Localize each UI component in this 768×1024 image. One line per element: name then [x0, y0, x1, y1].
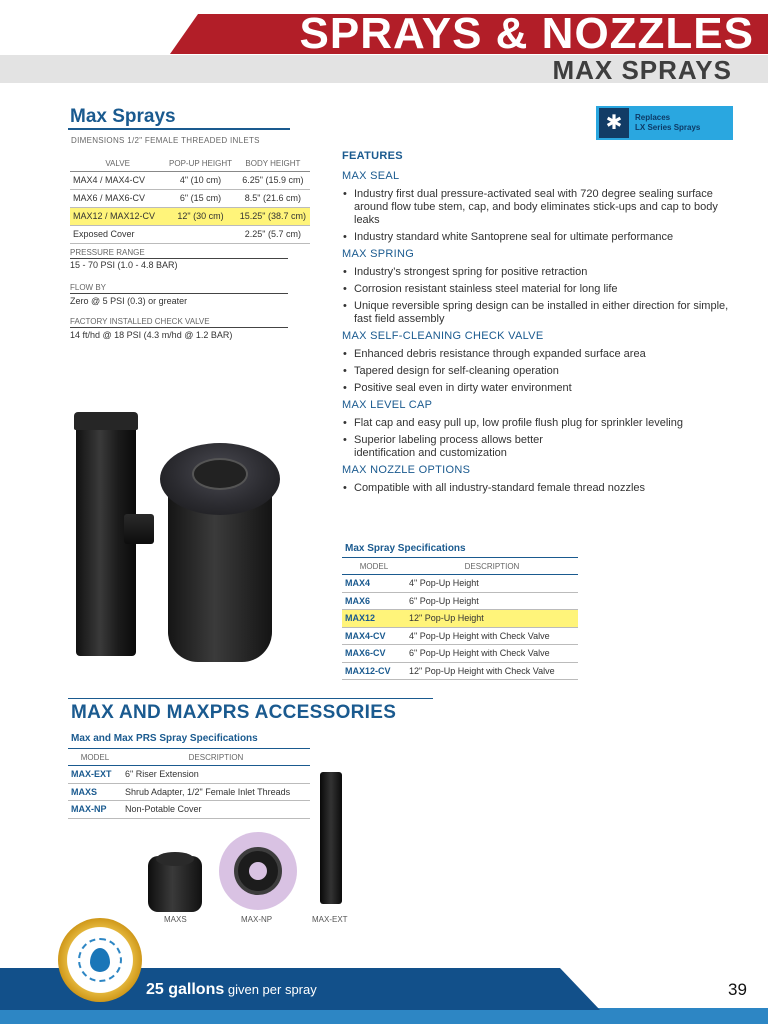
cell: 6" Pop-Up Height with Check Valve: [406, 645, 578, 663]
col-description: DESCRIPTION: [122, 749, 310, 766]
table-row-highlighted: [70, 207, 310, 225]
cell: MAX-NP: [68, 801, 122, 819]
accessories-subtitle: Max and Max PRS Spray Specifications: [71, 733, 258, 744]
cell: Non-Potable Cover: [122, 801, 310, 819]
water-drop-icon: [90, 948, 110, 972]
cell: 6" Pop-Up Height: [406, 592, 578, 610]
max-spray-side-inlet: [124, 514, 154, 544]
cell: MAXS: [68, 783, 122, 801]
footer-light-band: [0, 1008, 768, 1024]
col-valve: VALVE: [105, 159, 130, 169]
cell: 12" Pop-Up Height: [406, 610, 578, 628]
replaces-badge: [596, 106, 733, 140]
list-item: • Unique reversible spring design can be installed in either direction for simple, fast field assembly: [342, 300, 732, 326]
table-row: [342, 592, 578, 610]
col-model: MODEL: [342, 558, 406, 575]
cell: 4" (10 cm): [165, 171, 236, 189]
section-rule: [68, 128, 290, 130]
snowflake-icon: ✱: [599, 108, 629, 138]
header-title: SPRAYS & NOZZLES: [299, 9, 754, 58]
max-spray-tall-cap: [74, 412, 138, 430]
table-row: [342, 627, 578, 645]
table-row-highlighted: [342, 610, 578, 628]
cell: MAX4-CV: [342, 627, 406, 645]
list-item: • Industry’s strongest spring for positive retraction: [342, 266, 732, 279]
table-row: [70, 225, 310, 243]
pressure-value: 15 - 70 PSI (1.0 - 4.8 BAR): [70, 260, 178, 270]
table-row: [70, 189, 310, 207]
cell: MAX12 / MAX12-CV: [70, 207, 165, 225]
cell: MAX4: [342, 575, 406, 593]
cell: 12" Pop-Up Height with Check Valve: [406, 662, 578, 680]
cell: Exposed Cover: [70, 225, 165, 243]
section-title: Max Sprays: [70, 106, 176, 127]
list-item: • Flat cap and easy pull up, low profile flush plug for sprinkler leveling: [342, 417, 732, 430]
cell: 8.5" (21.6 cm): [236, 189, 310, 207]
cell: 2.25" (5.7 cm): [236, 225, 310, 243]
table-row: [68, 783, 310, 801]
cell: 6" (15 cm): [165, 189, 236, 207]
cell: MAX4 / MAX4-CV: [70, 171, 165, 189]
cell: 4" Pop-Up Height: [406, 575, 578, 593]
max-ext-image: [320, 772, 342, 904]
list-item: • Superior labeling process allows better identification and customization: [342, 434, 592, 460]
list-item: • Corrosion resistant stainless steel material for long life: [342, 283, 732, 296]
maxs-label: MAXS: [164, 915, 187, 924]
accessories-table: [68, 748, 310, 819]
cell: 4" Pop-Up Height with Check Valve: [406, 627, 578, 645]
spring-heading: MAX SPRING: [342, 248, 415, 260]
max-spray-cap-center: [192, 458, 248, 490]
flow-by: [70, 283, 288, 306]
pressure-range: [70, 248, 288, 270]
pressure-label: PRESSURE RANGE: [70, 248, 288, 259]
col-description: DESCRIPTION: [406, 558, 578, 575]
page-number: 39: [728, 980, 747, 999]
cell: MAX6 / MAX6-CV: [70, 189, 165, 207]
cell: 12" (30 cm): [165, 207, 236, 225]
cell: MAX6: [342, 592, 406, 610]
list-item: • Tapered design for self-cleaning operation: [342, 365, 732, 378]
list-item: • Industry standard white Santoprene seal for ultimate performance: [342, 231, 732, 244]
col-body: BODY HEIGHT: [245, 159, 301, 169]
cell: MAX12: [342, 610, 406, 628]
accessories-rule: [68, 698, 433, 699]
valve-heading: MAX SELF-CLEANING CHECK VALVE: [342, 330, 544, 342]
col-popup: POP-UP HEIGHT: [169, 159, 233, 169]
cell: Shrub Adapter, 1/2" Female Inlet Threads: [122, 783, 310, 801]
max-np-label: MAX-NP: [241, 915, 273, 924]
check-valve: [70, 317, 288, 340]
accessories-title: MAX AND MAXPRS ACCESSORIES: [71, 702, 397, 723]
footer-rest: given per spray: [224, 982, 317, 997]
list-item: • Compatible with all industry-standard female thread nozzles: [342, 482, 732, 495]
list-item: • Enhanced debris resistance through expanded surface area: [342, 348, 732, 361]
header-subtitle: MAX SPRAYS: [552, 55, 732, 85]
spec-table: [342, 557, 578, 680]
table-row: [70, 171, 310, 189]
cell: MAX6-CV: [342, 645, 406, 663]
features-title: FEATURES: [342, 150, 403, 162]
dimensions-table: [70, 157, 310, 244]
flow-label: FLOW BY: [70, 283, 288, 294]
cap-heading: MAX LEVEL CAP: [342, 399, 433, 411]
max-np-image-hole: [249, 862, 267, 880]
table-row: [68, 801, 310, 819]
cell: 6.25" (15.9 cm): [236, 171, 310, 189]
cell: 6" Riser Extension: [122, 766, 310, 784]
footer-text: [146, 981, 317, 999]
footer-bold: 25 gallons: [146, 981, 225, 998]
dimensions-label: DIMENSIONS 1/2" FEMALE THREADED INLETS: [71, 136, 260, 145]
badge-text: [635, 113, 700, 133]
list-item: • Industry first dual pressure-activated seal with 720 degree sealing surface around flow tube stem, cap, and body eliminates stick-ups and cap to body leaks: [342, 188, 732, 227]
seal-inner: [78, 938, 122, 982]
cell: [165, 225, 236, 243]
badge-line1: Replaces: [635, 113, 671, 122]
table-row: [68, 766, 310, 784]
check-label: FACTORY INSTALLED CHECK VALVE: [70, 317, 288, 328]
table-row: [342, 662, 578, 680]
cell: MAX-EXT: [68, 766, 122, 784]
check-value: 14 ft/hd @ 18 PSI (4.3 m/hd @ 1.2 BAR): [70, 330, 233, 340]
col-model: MODEL: [68, 749, 122, 766]
list-item: • Positive seal even in dirty water environment: [342, 382, 732, 395]
cell: MAX12-CV: [342, 662, 406, 680]
table-row: [342, 575, 578, 593]
features: [342, 150, 732, 495]
maxs-image-top: [156, 852, 194, 866]
max-ext-label: MAX-EXT: [312, 915, 348, 924]
table-row: [342, 645, 578, 663]
water-with-purpose-seal-icon: [58, 918, 142, 1002]
seal-heading: MAX SEAL: [342, 170, 400, 182]
spec-table-title: Max Spray Specifications: [345, 543, 466, 554]
cell: 15.25" (38.7 cm): [236, 207, 310, 225]
flow-value: Zero @ 5 PSI (0.3) or greater: [70, 296, 188, 306]
nozzle-heading: MAX NOZZLE OPTIONS: [342, 464, 471, 476]
badge-line2: LX Series Sprays: [635, 123, 701, 132]
